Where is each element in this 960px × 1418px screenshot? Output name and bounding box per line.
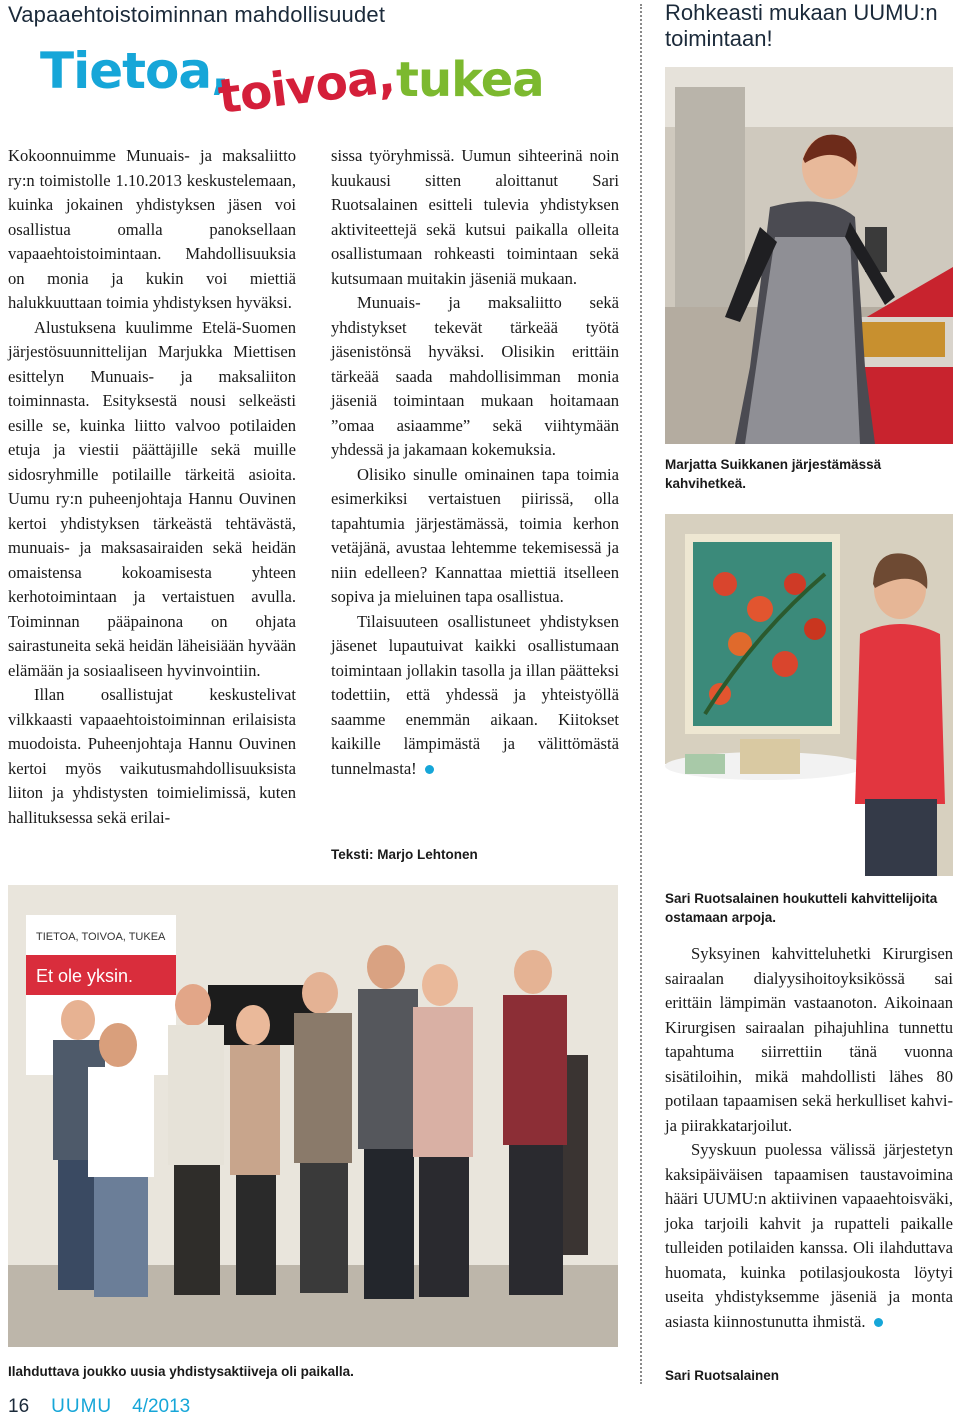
article-byline: Teksti: Marjo Lehtonen: [331, 847, 478, 862]
end-mark-icon: [425, 765, 434, 774]
photo-banner-text-1: TIETOA, TOIVOA, TUKEA: [36, 931, 166, 943]
photo-caption-3: Ilahduttava joukko uusia yhdistysaktiiveja oli paikalla.: [8, 1364, 354, 1379]
paragraph: Syksyinen kahvitteluhetki Kirurgisen sairaalan dialyysihoitoyksikössä sai erittäin lämpimän vastaanoton. Aikoinaan Kirurgisen sairaalan pihajuhlina tunnettu tapahtuma siirrettiin tänä vuonna sisätiloihin, mikä mahdollisti lähes 80 potilaan tapaamisen sekä herkulliset kahvi- ja piirakkatarjoilut.: [665, 944, 953, 1135]
photo-caption-1: Marjatta Suikkanen järjestämässä kahvihetkeä.: [665, 457, 882, 491]
page-number: 16: [8, 1396, 30, 1417]
magazine-name: UUMU: [51, 1396, 113, 1417]
side-article-byline: Sari Ruotsalainen: [665, 1368, 780, 1383]
paragraph: sissa työryhmissä. Uumun sihteerinä noin kuukausi sitten aloittanut Sari Ruotsalainen esitteli tulevia yhdistyksen aktiviteettejä sekä kutsui paikalla olleita osallistumaan rohkeasti toimintaan sekä kutsumaan muitakin jäseniä mukaan.: [331, 146, 619, 288]
paragraph: Alustuksena kuulimme Etelä-Suomen järjestösuunnittelijan Marjukka Miettisen esittelyn Munuais- ja maksaliiton toiminnasta. Esityksestä nousi selkeästi esille se, kuinka liitto valvoo potilaiden etuja ja viestii päättäjille sekä muille sidosryhmille potilaille tärkeitä asioita. Uumu ry:n puheenjohtaja Hannu Ouvinen kertoi yhdistyksen tärkeästä tehtävästä, munuais- ja maksasairaiden sekä heidän omaistensa kokoamisesta yhteen kerhotoimintaan ja vertaistuen avulla. Toiminnan pääpainona on ohjata sairastuneita sekä heidän läheisiään hyvään elämään ja sosiaaliseen hyvinvointiin.: [8, 317, 296, 680]
photo-coffee-service: [665, 67, 953, 444]
paragraph-text: Tilaisuuteen osallistuneet yhdistyksen jäsenet lupautuivat kaikki osallistumaan toimintaan jollakin tasolla ja illan päätteksi todettiin, että yhdessä ja yhteistyöllä saamme enemmän aikaan. Kiitokset kaikille lämpimästä ja välittömästä tunnelmasta!: [331, 611, 619, 778]
photo-caption-2: Sari Ruotsalainen houkutteli kahvittelijoita ostamaan arpoja.: [665, 891, 938, 925]
headline-word-3: tukea: [396, 52, 544, 108]
section-title: Vapaaehtoistoiminnan mahdollisuudet: [8, 2, 386, 27]
column-divider: [640, 4, 642, 1384]
article-column-2: [331, 144, 619, 781]
paragraph: Kokoonnuimme Munuais- ja maksaliitto ry:n toimistolle 1.10.2013 keskustelemaan, kuinka jokainen yhdistyksen jäsen voi osallistua omalla panoksellaan vapaaehtoistoimintaan. Mahdollisuuksia on monia ja kukin voi miettiä halukkuuttaan toimia yhdistyksen hyväksi.: [8, 146, 296, 312]
paragraph: Munuais- ja maksaliitto sekä yhdistykset tekevät tärkeää työtä jäsenistönsä hyväksi. Olisikin erittäin tärkeää saada mahdollisimman monia jäseniä toimintaan mukaan hoitamaan ”omaa asiaamme” sekä viihtymään yhdessä ja jakamaan kokemuksia.: [331, 293, 619, 459]
headline-word-2: toivoa,: [215, 48, 398, 126]
page-footer: [8, 1396, 190, 1418]
paragraph: Illan osallistujat keskustelivat vilkkaasti vapaaehtoistoiminnan erilaisista muodoista. Puheenjohtaja Hannu Ouvinen kertoi myös vaikutusmahdollisuuksista liiton ja yhdistysten toimielimissä, kuten hallituksessa sekä erilai-: [8, 685, 296, 827]
paragraph-last: [331, 610, 619, 782]
paragraph-text: Syyskuun puolessa välissä järjestetyn kaksipäiväisen tapaamisen taustavoimina hääri UUMU:n aktiivinen vapaaehtoisväki, joka tarjoili kahvit ja rupatteli paikalle tulleiden potilaiden kanssa. Oli ilahduttava huomata, kuinka potilasjoukosta löytyi useita yhdistyksemme jäseniä ja monta asiasta kiinnostunutta ihmistä.: [665, 1140, 953, 1331]
photo-raffle-table: [665, 514, 953, 876]
side-article: [665, 942, 953, 1334]
paragraph: Olisiko sinulle ominainen tapa toimia esimerkiksi vertaistuen piirissä, olla tapahtumia järjestämässä, toimia kerhon vetäjänä, avustaa lehtemme tekemisessä ja niin edelleen? Kannattaa miettiä itselleen sopiva ja mieluinen tapa osallistua.: [331, 464, 619, 606]
paragraph-last: [665, 1138, 953, 1334]
sidebar-title: Rohkeasti mukaan UUMU:n toimintaan!: [665, 0, 938, 51]
headline-word-1: Tietoa,: [40, 42, 230, 100]
end-mark-icon: [874, 1318, 883, 1327]
photo-group: [8, 885, 618, 1347]
issue-number: 4/2013: [132, 1396, 191, 1417]
article-column-1: [8, 144, 296, 830]
photo-banner-text-2: Et ole yksin.: [36, 966, 134, 986]
